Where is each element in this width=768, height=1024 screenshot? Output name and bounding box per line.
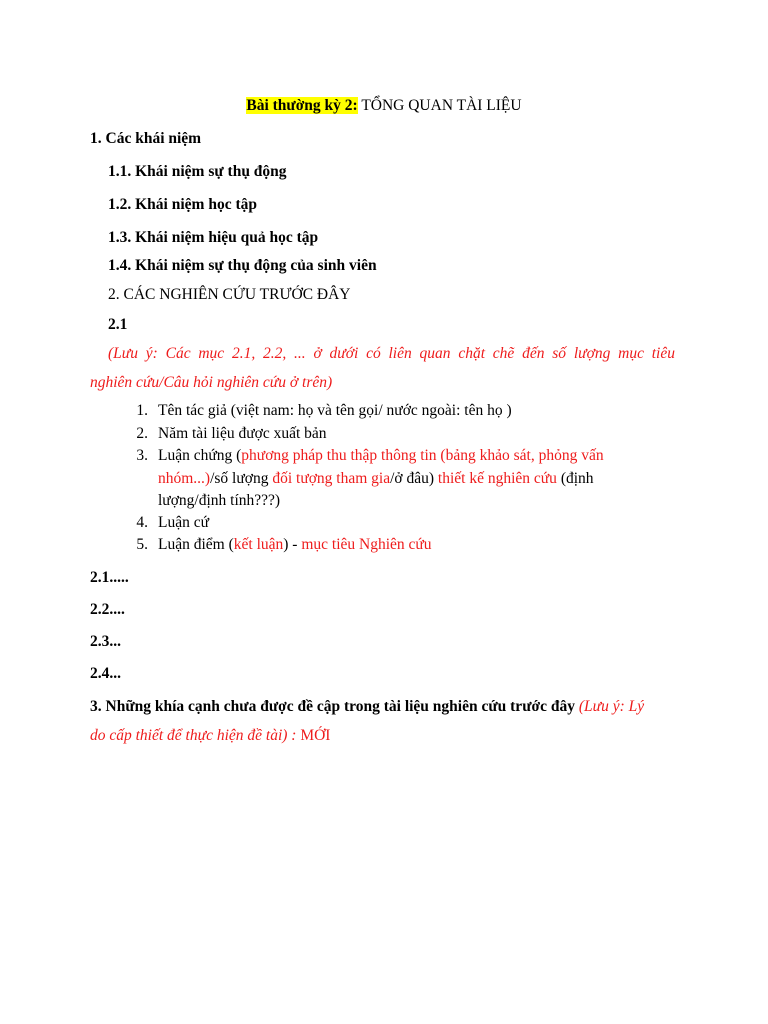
list-number-3: 3. bbox=[136, 447, 148, 464]
list-item-3-line-2: nhóm...)/số lượng đối tượng tham gia/ở đâu) thiết kế nghiên cứu (định bbox=[158, 470, 594, 487]
section-2-4-placeholder: 2.4... bbox=[90, 665, 121, 682]
section-3-heading: 3. Những khía cạnh chưa được đề cập trong tài liệu nghiên cứu trước đây (Lưu ý: Lý bbox=[90, 698, 645, 715]
section-2-1-label: 2.1 bbox=[108, 316, 128, 333]
section-3-note: do cấp thiết để thực hiện đề tài) : MỚI bbox=[90, 727, 331, 744]
note-line-2: nghiên cứu/Câu hỏi nghiên cứu ở trên) bbox=[90, 374, 333, 391]
section-2-heading: 2. CÁC NGHIÊN CỨU TRƯỚC ĐÂY bbox=[108, 286, 351, 303]
title-main: TỔNG QUAN TÀI LIỆU bbox=[357, 97, 522, 114]
list-number-1: 1. bbox=[136, 402, 148, 419]
section-1-4: 1.4. Khái niệm sự thụ động của sinh viên bbox=[108, 257, 377, 274]
section-1-1: 1.1. Khái niệm sự thụ động bbox=[108, 163, 287, 180]
section-1-heading: 1. Các khái niệm bbox=[90, 130, 202, 147]
title-highlight: Bài thường kỳ 2: bbox=[246, 97, 358, 114]
section-2-1-placeholder: 2.1..... bbox=[90, 569, 129, 586]
list-number-2: 2. bbox=[136, 425, 148, 442]
list-item-1: Tên tác giả (việt nam: họ và tên gọi/ nước ngoài: tên họ ) bbox=[158, 402, 512, 419]
section-2-2-placeholder: 2.2.... bbox=[90, 601, 125, 618]
list-number-4: 4. bbox=[136, 514, 148, 531]
list-item-5: Luận điểm (kết luận) - mục tiêu Nghiên cứu bbox=[158, 536, 432, 553]
list-item-2: Năm tài liệu được xuất bản bbox=[158, 425, 327, 442]
section-2-3-placeholder: 2.3... bbox=[90, 633, 121, 650]
list-item-3-line-1: Luận chứng (phương pháp thu thập thông tin (bảng khảo sát, phỏng vấn bbox=[158, 447, 604, 464]
section-1-2: 1.2. Khái niệm học tập bbox=[108, 196, 257, 213]
list-number-5: 5. bbox=[136, 536, 148, 553]
list-item-4: Luận cứ bbox=[158, 514, 210, 531]
note-line-1: (Lưu ý: Các mục 2.1, 2.2, ... ở dưới có liên quan chặt chẽ đến số lượng mục tiêu bbox=[108, 345, 675, 362]
page-title bbox=[0, 96, 768, 116]
section-1-3: 1.3. Khái niệm hiệu quả học tập bbox=[108, 229, 319, 246]
list-item-3-line-3: lượng/định tính???) bbox=[158, 492, 281, 509]
